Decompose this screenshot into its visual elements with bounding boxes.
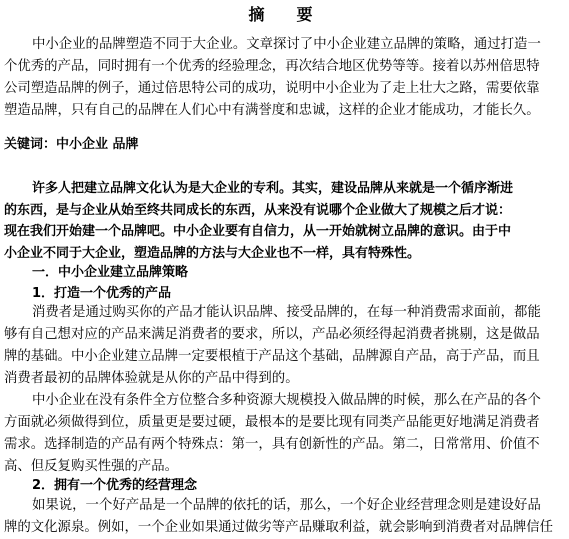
subsection-heading: 2．拥有一个优秀的经营理念 [32,478,198,493]
section-heading: 一．中小企业建立品牌策略 [32,265,189,280]
intro-line: 的东西，是与企业从始至终共同成长的东西，从来没有说哪个企业做大了规模之后才说： [4,202,512,218]
body-line: 高、但反复购买性强的产品。 [4,459,179,475]
body-line: 方面就必须做得到位，质量更是要过硬，最根本的是要比现有同类产品能更好地满足消费者 [4,415,540,431]
body-line: 牌的文化源泉。例如，一个企业如果通过做劣等产品赚取利益，就会影响到消费者对品牌信任 [4,520,554,536]
document-title: 摘 要 [248,5,321,24]
body-line: 如果说，一个好产品是一个品牌的依托的话，那么，一个好企业经营理念则是建设好品 [32,498,541,513]
abstract-paragraph [4,34,565,122]
keywords-line: 关键词：中小企业 品牌 [4,137,139,152]
body-line: 消费者是通过购买你的产品才能认识品牌、接受品牌的，在每一种消费需求面前，都能 [32,305,541,320]
body-paragraph [4,390,565,478]
body-line: 中小企业在没有条件全方位整合多种资源大规模投入做品牌的时候，那么在产品的各个 [32,393,541,408]
intro-paragraph [4,178,565,264]
abstract-line: 公司塑造品牌的例子，通过倍思特公司的成功，说明中小企业为了走上壮大之路，需要依靠 [4,81,540,97]
body-paragraph [4,495,565,539]
abstract-line: 个优秀的产品，同时拥有一个优秀的经验理念，再次结合地区优势等等。接着以苏州倍思特 [4,59,540,75]
subsection-heading: 1．打造一个优秀的产品 [32,286,172,301]
intro-line: 小企业不同于大企业，塑造品牌的方法与大企业也不一样，具有特殊性。 [4,245,421,261]
body-line: 够有自己想对应的产品来满足消费者的要求，所以，产品必须经得起消费者挑剔，这是做品 [4,327,540,343]
body-line: 牌的基础。中小企业建立品牌一定要根植于产品这个基础，品牌源自产品，高于产品，而且 [4,349,540,365]
body-line: 需求。选择制造的产品有两个特殊点：第一，具有创新性的产品。第二，日常常用、价值不 [4,437,540,453]
body-paragraph [4,302,565,390]
intro-line: 许多人把建立品牌文化认为是大企业的专利。其实，建设品牌从来就是一个循序渐进 [32,181,514,196]
abstract-line: 塑造品牌，只有自己的品牌在人们心中有满誉度和忠诚，这样的企业才能成功，才能长久。 [4,103,540,119]
body-line: 消费者最初的品牌体验就是从你的产品中得到的。 [4,371,299,387]
abstract-line: 中小企业的品牌塑造不同于大企业。文章探讨了中小企业建立品牌的策略，通过打造一 [32,37,541,52]
intro-line: 现在我们开始建一个品牌吧。中小企业要有自信力，从一开始就树立品牌的意识。由于中 [4,224,512,239]
